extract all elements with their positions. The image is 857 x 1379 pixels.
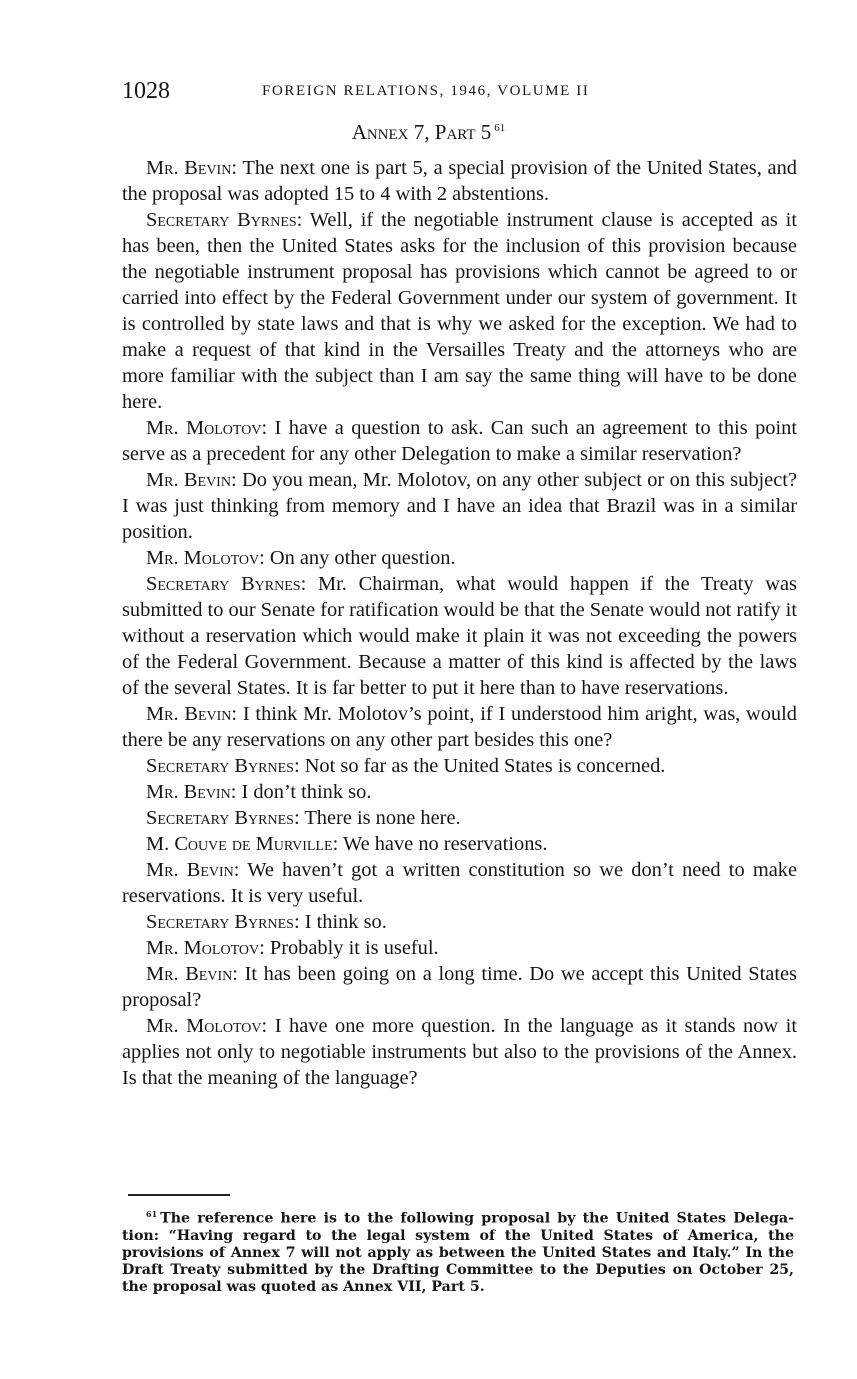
exchange-paragraph [122, 155, 797, 207]
page-header [122, 78, 742, 104]
speech-text: The next one is part 5, a special provision of the United States, and the proposal was adopted 15 to 4 with 2 abstentions. [122, 157, 797, 205]
exchange-paragraph [122, 857, 797, 909]
speech-text: I think Mr. Molotov’s point, if I understood him aright, was, would there be any reservations on any other part besides this one? [122, 703, 797, 751]
speaker-separator: : [293, 807, 305, 829]
footnote-reference: 61 [494, 122, 506, 134]
footnote [122, 1206, 794, 1296]
speech-text: Not so far as the United States is concerned. [304, 755, 666, 777]
exchange-paragraph [122, 909, 797, 935]
speaker-separator: : [259, 937, 270, 959]
speech-text: It has been going on a long time. Do we accept this United States proposal? [122, 963, 797, 1011]
speech-text: I have a question to ask. Can such an agreement to this point serve as a precedent for any other Delegation to make a similar reservation? [122, 417, 797, 465]
footnote-number: 61 [146, 1209, 158, 1219]
speaker-separator: : [232, 963, 245, 985]
exchange-paragraph [122, 415, 797, 467]
exchange-paragraph [122, 805, 797, 831]
speaker-separator: : [230, 469, 242, 491]
speaker-name: Mr. Bevin [146, 157, 232, 179]
section-title-text: Annex 7, Part 5 [351, 120, 492, 144]
speech-text: We have no reservations. [342, 833, 548, 855]
speaker-separator: : [233, 859, 248, 881]
speech-text: There is none here. [304, 807, 461, 829]
speech-text: Probably it is useful. [269, 937, 439, 959]
speech-text: On any other question. [269, 547, 456, 569]
exchange-paragraph [122, 571, 797, 701]
speaker-separator: : [261, 417, 275, 439]
exchange-paragraph [122, 935, 797, 961]
speaker-name: Mr. Molotov [146, 417, 262, 439]
speech-text: Mr. Chairman, what would happen if the Treaty was submitted to our Senate for ratification would be that the Senate would not ratify it without a reservation which would make it plain it was not exceeding the powers of the Federal Government. Because a matter of this kind is affected by the laws of the several States. It is far better to put it here than to have reservations. [122, 573, 797, 699]
exchange-paragraph [122, 961, 797, 1013]
speech-text: I don’t think so. [241, 781, 372, 803]
speaker-name: Mr. Bevin [146, 859, 234, 881]
speech-text: We haven’t got a written constitution so we don’t need to make reservations. It is very useful. [122, 859, 797, 907]
speech-text: I have one more question. In the language as it stands now it applies not only to negotiable instruments but also to the provisions of the Annex. Is that the meaning of the language? [122, 1015, 797, 1089]
speaker-separator: : [261, 1015, 275, 1037]
exchange-paragraph [122, 1013, 797, 1091]
exchange-paragraph [122, 467, 797, 545]
speech-text: I think so. [304, 911, 387, 933]
section-title [0, 120, 857, 145]
speaker-separator: : [300, 573, 318, 595]
running-head: FOREIGN RELATIONS, 1946, VOLUME II [262, 83, 590, 99]
speech-text: Well, if the negotiable instrument clause is accepted as it has been, then the United States asks for the inclusion of this provision because the negotiable instrument proposal has provisions which cannot be agreed to or carried into effect by the Federal Government under our system of government. It is controlled by state laws and that is why we asked for the exception. We had to make a request of that kind in the Versailles Treaty and the attorneys who are more familiar with the subject than I am say the same thing will have to be done here. [122, 209, 797, 413]
speaker-name: Secretary Byrnes [146, 755, 294, 777]
speaker-separator: : [296, 209, 310, 231]
speech-text: Do you mean, Mr. Molotov, on any other subject or on this subject? I was just thinking from memory and I have an idea that Brazil was in a similar position. [122, 469, 797, 543]
transcript-body [122, 155, 797, 1091]
speaker-name: Mr. Bevin [146, 469, 231, 491]
exchange-paragraph [122, 779, 797, 805]
speaker-name: Secretary Byrnes [146, 209, 297, 231]
speaker-separator: : [231, 703, 243, 725]
footnote-divider [128, 1194, 230, 1196]
speaker-name: Mr. Bevin [146, 703, 232, 725]
footnote-text: The reference here is to the following proposal by the United States Delegation: “Having regard to the legal system of the United States of America, the provisions of Annex 7 will not apply as between the United States and Italy.” In the Draft Treaty submitted by the Drafting Committee to the Deputies on October 25, the proposal was quoted as Annex VII, Part 5. [122, 1210, 794, 1295]
exchange-paragraph [122, 831, 797, 857]
speaker-name: Mr. Molotov [146, 547, 260, 569]
exchange-paragraph [122, 207, 797, 415]
speaker-name: Secretary Byrnes [146, 807, 294, 829]
speaker-name: Mr. Bevin [146, 781, 231, 803]
speaker-name: Secretary Byrnes [146, 911, 294, 933]
exchange-paragraph [122, 701, 797, 753]
speaker-name: Secretary Byrnes [146, 573, 301, 595]
speaker-separator: : [293, 911, 305, 933]
speaker-separator: : [231, 157, 243, 179]
exchange-paragraph [122, 753, 797, 779]
exchange-paragraph [122, 545, 797, 571]
speaker-separator: : [259, 547, 270, 569]
page-number: 1028 [122, 78, 170, 104]
speaker-name: M. Couve de Murville [146, 833, 333, 855]
speaker-name: Mr. Bevin [146, 963, 233, 985]
speaker-name: Mr. Molotov [146, 1015, 262, 1037]
speaker-separator: : [332, 833, 343, 855]
speaker-name: Mr. Molotov [146, 937, 260, 959]
speaker-separator: : [230, 781, 242, 803]
speaker-separator: : [293, 755, 305, 777]
